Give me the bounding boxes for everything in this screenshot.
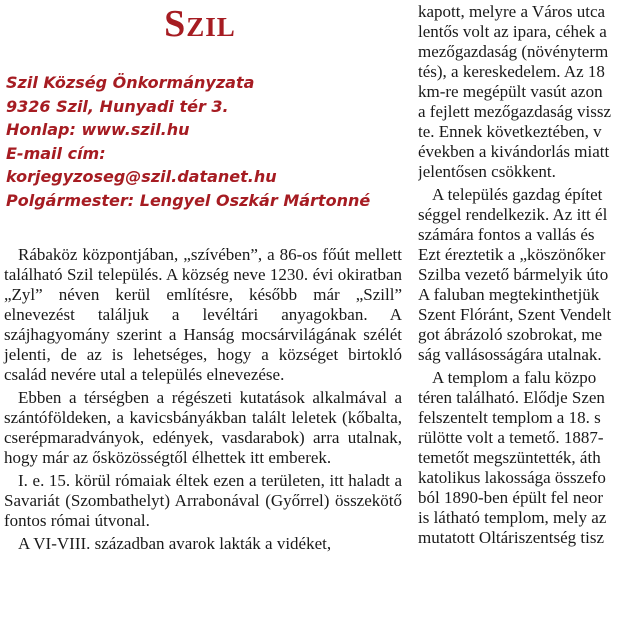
text-line: téren található. Elődje Szen xyxy=(418,388,605,407)
text-line: temetőt megszüntették, áth xyxy=(418,448,601,467)
paragraph: Rábaköz központjában, „szívében”, a 86-os főút mellett található Szil település. A község neve 1230. évi okiratban „Zyl” néven kerül említésre, később már „Szill” elnevezést találjuk a levéltári anyagokban. A szájhagyomány szerint a Hanság mocsárvilágának szélét jelenti, de az is lehetséges, hogy a községet birtokló család nevére utal a település elnevezése. xyxy=(4,245,402,384)
text-line: mutatott Oltáriszentség tisz xyxy=(418,528,605,547)
text-line: felszentelt templom a 18. s xyxy=(418,408,601,427)
text-line: A templom a falu közpo xyxy=(432,368,597,387)
contact-mayor: Polgármester: Lengyel Oszkár Mártonné xyxy=(6,190,371,210)
text-line: lentős volt az ipara, céhek a xyxy=(418,22,607,41)
contact-address: 9326 Szil, Hunyadi tér 3. xyxy=(6,96,229,116)
contact-email-label: E-mail cím: xyxy=(6,143,106,163)
contact-block xyxy=(6,71,401,212)
text-line: ból 1890-ben épült fel neor xyxy=(418,488,604,507)
article-column-right xyxy=(418,2,640,548)
text-line: számára fontos a vallás és xyxy=(418,225,595,244)
text-line: A faluban megtekinthetjük xyxy=(418,285,600,304)
text-line: kapott, melyre a Város utca xyxy=(418,2,606,21)
text-line: mezőgazdaság (növényterm xyxy=(418,42,609,61)
text-line: got ábrázoló szobrokat, me xyxy=(418,325,603,344)
article-column-left xyxy=(4,245,402,554)
text-line: Ezt éreztetik a „köszönőker xyxy=(418,245,606,264)
paragraph: I. e. 15. körül rómaiak éltek ezen a területen, itt haladt a Savariát (Szombathelyt) Arrabonával (Győrrel) összekötő fontos római útvonal. xyxy=(4,471,402,530)
text-line: Szilba vezető bármelyik úto xyxy=(418,265,609,284)
text-line: is látható templom, mely az xyxy=(418,508,607,527)
page-title: Szil xyxy=(164,3,236,45)
text-line: jelentősen csökkent. xyxy=(418,162,556,181)
text-line: te. Ennek következtében, v xyxy=(418,122,602,141)
contact-organization: Szil Község Önkormányzata xyxy=(6,73,255,92)
paragraph: Ebben a térségben a régészeti kutatások alkalmával a szántóföldeken, a kavicsbányákban talált leletek (kőbalta, cserépmaradványok, edények, vasdarabok) arra utalnak, hogy már az ősközösségtől élhettek itt emberek. xyxy=(4,388,402,467)
text-line: Szent Flóránt, Szent Vendelt xyxy=(418,305,612,324)
contact-website: Honlap: www.szil.hu xyxy=(6,120,190,139)
text-line: A település gazdag építet xyxy=(432,185,603,204)
text-line: séggel rendelkezik. Az itt él xyxy=(418,205,608,224)
text-line: katolikus lakossága összefo xyxy=(418,468,606,487)
paragraph: A VI-VIII. században avarok lakták a vidéket, xyxy=(18,534,332,553)
contact-email: korjegyzoseg@szil.datanet.hu xyxy=(6,167,277,186)
text-line: tés), a kereskedelem. Az 18 xyxy=(418,62,605,81)
text-line: években a kivándorlás miatt xyxy=(418,142,610,161)
text-line: a fejlett mezőgazdaság vissz xyxy=(418,102,612,121)
text-line: km-re megépült vasút azon xyxy=(418,82,603,101)
text-line: ság vallásosságára utalnak. xyxy=(418,345,602,364)
text-line: rülötte volt a temető. 1887- xyxy=(418,428,604,447)
